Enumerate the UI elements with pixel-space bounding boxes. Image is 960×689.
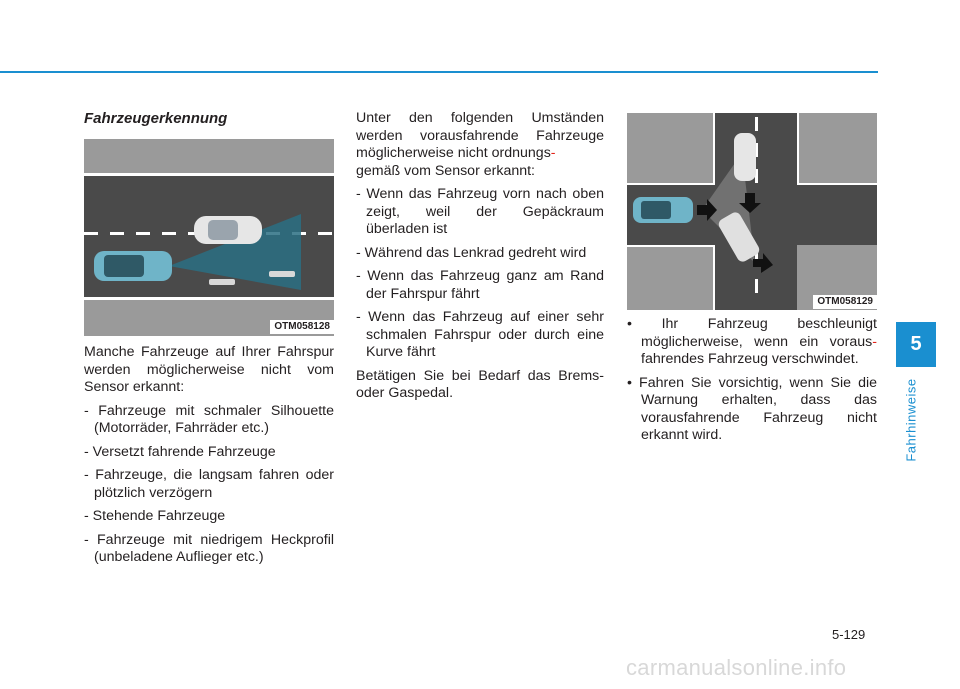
hyphen-mark: - xyxy=(872,333,877,350)
bullet-text-b: fahrendes Fahrzeug verschwindet. xyxy=(641,351,859,367)
intro-paragraph: Manche Fahrzeuge auf Ihrer Fahrspur werden möglicherweise nicht vom Sensor erkannt: xyxy=(84,344,334,395)
bullet-text-a: • Ihr Fahrzeug beschleunigt möglicherweise, wenn ein voraus xyxy=(627,316,877,350)
list-item: - Versetzt fahrende Fahrzeuge xyxy=(84,443,276,460)
list-item: - Fahrzeuge, die langsam fahren oder plötzlich verzögern xyxy=(84,467,334,501)
watermark: carmanualsonline.info xyxy=(626,655,847,680)
chapter-label-text: Fahrhinweise xyxy=(903,378,919,462)
page-number: 5-129 xyxy=(832,627,866,642)
road-illustration xyxy=(84,139,334,336)
chapter-tab: 5 xyxy=(896,322,936,367)
figure-caption: OTM058129 xyxy=(813,295,877,309)
right-text xyxy=(627,316,877,451)
list-item: - Wenn das Fahrzeug auf einer sehr schmalen Fahrspur oder durch eine Kurve fährt xyxy=(356,309,604,360)
intro-paragraph xyxy=(356,110,604,180)
middle-column xyxy=(356,110,604,409)
list-item: - Fahrzeuge mit schmaler Silhouette (Motorräder, Fahrräder etc.) xyxy=(84,402,334,436)
intro-text-b: gemäß vom Sensor erkannt: xyxy=(356,162,535,179)
list-item: - Wenn das Fahrzeug vorn nach oben zeigt, weil der Gepäckraum überladen ist xyxy=(356,186,604,237)
left-text xyxy=(84,344,334,573)
section-heading: Fahrzeugerkennung xyxy=(84,110,228,127)
outro-paragraph: Betätigen Sie bei Bedarf das Brems- oder Gaspedal. xyxy=(356,367,604,401)
header-rule xyxy=(0,71,878,73)
figure-intersection xyxy=(627,113,877,310)
intersection-illustration xyxy=(627,113,877,310)
list-item: - Wenn das Fahrzeug ganz am Rand der Fahrspur fährt xyxy=(356,268,604,302)
figure-caption: OTM058128 xyxy=(270,320,334,334)
left-column xyxy=(84,110,334,142)
hyphen-mark: - xyxy=(550,145,556,161)
list-item: - Während das Lenkrad gedreht wird xyxy=(356,244,587,261)
list-item: - Fahrzeuge mit niedrigem Heckprofil (unbeladene Auflieger etc.) xyxy=(84,531,334,565)
intro-text-a: Unter den folgenden Umständen werden vorausfahrende Fahrzeuge möglicherweise nicht ordnungs xyxy=(356,110,604,161)
bullet-item: • Fahren Sie vorsichtig, wenn Sie die Warnung erhalten, dass das vorausfahrende Fahrzeug nicht erkannt wird. xyxy=(627,374,877,443)
chapter-label xyxy=(899,380,923,460)
figure-vehicle-detection xyxy=(84,139,334,336)
bullet-item xyxy=(627,316,877,369)
list-item: - Stehende Fahrzeuge xyxy=(84,508,226,524)
